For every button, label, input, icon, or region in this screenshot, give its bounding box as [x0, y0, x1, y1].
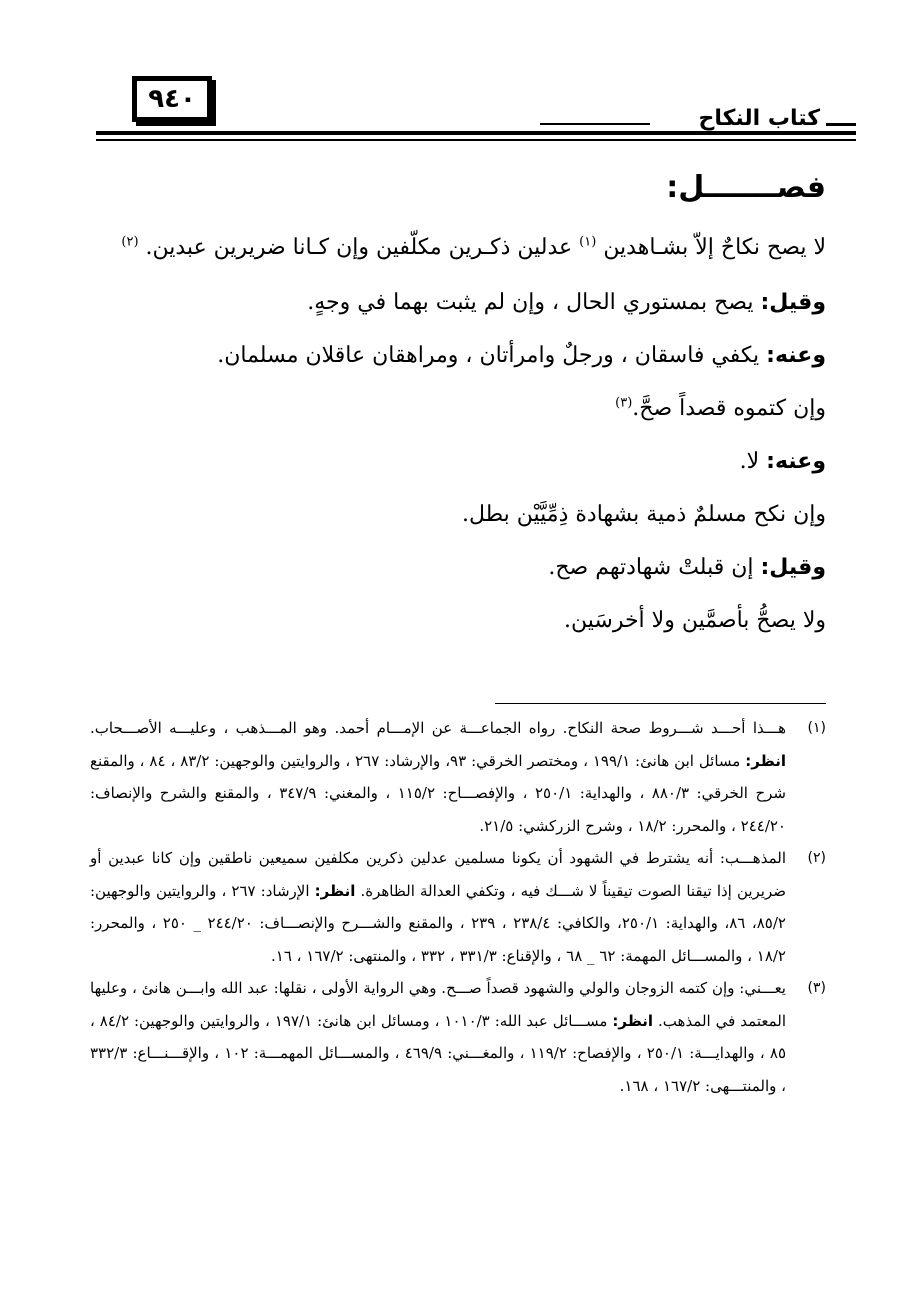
- footnote-1: [90, 712, 826, 842]
- footnote-ref-3[interactable]: (٣): [615, 395, 633, 411]
- footnote-1-marker: (١): [807, 720, 826, 736]
- section-heading: فصـــــــل:: [666, 170, 826, 205]
- paragraph-4-text: وإن كتموه قصداً صحَّ.: [632, 396, 826, 421]
- paragraph-3-text: يكفي فاسقان ، ورجلٌ وامرأتان ، ومراهقان عاقلان مسلمان.: [217, 343, 767, 368]
- footnote-3-text: [90, 972, 786, 1102]
- footnotes: [90, 712, 826, 1102]
- paragraph-2: [88, 276, 826, 329]
- paragraph-1: [88, 220, 826, 276]
- paragraph-8: [88, 594, 826, 647]
- paragraph-7: [88, 541, 826, 594]
- footnote-2-see: انظر:: [314, 881, 356, 900]
- paragraph-3-lead: وعنه:: [766, 343, 826, 368]
- paragraph-5-lead: وعنه:: [766, 449, 826, 474]
- footnote-2: [90, 842, 826, 972]
- header-rule-thick: [96, 131, 856, 135]
- main-text: [88, 160, 826, 647]
- footnote-2-refs: الإرشاد: ٢٦٧ ، والروايتين والوجهين: ٨٥/٢، ٨٦، والهداية: ٢٥٠/١، والكافي: ٢٣٨/٤ ، ٢٣٩ ، والمقنع والشـــرح والإنصـــاف: ٢٤٤/٢٠ _ ٢٥٠ ، والمحرر: ١٨/٢ ، والمســـائل المهمة: ٦٢ _ ٦٨ ، والإقناع: ٣٣١/٣ ، ٣٣٢ ، والمنتهى: ١٦٧/٢ ، ١٦.: [90, 881, 786, 965]
- footnote-3-refs: مســـائل عبد الله: ١٠١٠/٣ ، ومسائل ابن هانئ: ١٩٧/١ ، والروايتين والوجهين: ٨٤/٢ ، ٨٥ ، والهدايـــة: ٢٥٠/١ ، والإفصاح: ١١٩/٢ ، والمغـــني: ٤٦٩/٩ ، والمســـائل المهمـــة: ١٠٢ ، والإقـــنـــاع: ٣٣٢/٣ ، والمنتـــهى: ١٦٧/٢ ، ١٦٨.: [90, 1011, 787, 1095]
- paragraph-6-text: وإن نكح مسلمٌ ذمية بشهادة ذِمِّيَّيْن بطل.: [461, 502, 826, 527]
- page-number: ٩٤٠: [148, 84, 196, 114]
- footnote-3-marker: (٣): [807, 980, 826, 996]
- paragraph-7-text: إن قبلتْ شهادتهم صح.: [548, 555, 761, 580]
- running-title: كتاب النكاح: [698, 106, 820, 131]
- paragraph-8-text: ولا يصحُّ بأصمَّين ولا أخرسَين.: [564, 608, 826, 633]
- header-rule-thin: [96, 139, 856, 141]
- paragraph-1-text: لا يصح نكاحٌ إلاّ بشـاهدين: [603, 235, 826, 260]
- footnote-1-body: هـــذا أحـــد شـــروط صحة النكاح. رواه الجماعـــة عن الإمـــام أحمد. وهو المـــذهب ، وعليـــه الأصـــحاب.: [90, 719, 786, 737]
- footnote-ref-1[interactable]: (١): [579, 234, 597, 250]
- paragraph-6: [88, 488, 826, 541]
- paragraph-5: [88, 435, 826, 488]
- paragraph-4: [88, 382, 826, 435]
- paragraph-7-lead: وقيل:: [760, 555, 826, 580]
- footnote-1-text: [90, 712, 786, 842]
- footnote-3-body: يعـــني: وإن كتمه الزوجان والولي والشهود قصداً صـــح. وهي الرواية الأولى ، نقلها: عبد الله وابـــن هانئ ، وعليها المعتمد في المذهب.: [90, 979, 786, 1030]
- title-underline-left: [540, 123, 650, 125]
- footnote-1-refs: مسائل ابن هانئ: ١٩٩/١ ، ومختصر الخرقي: ٩٣، والإرشاد: ٢٦٧ ، والروايتين والوجهين: ٨٣/٢ ، ٨٤ ، والمقنع شرح الخرقي: ٨٨٠/٣ ، والهداية: ٢٥٠/١ ، والإفصـــاح: ١١٥/٢ ، والمغني: ٣٤٧/٩ ، والمقنع والشرح والإنصاف: ٢٤٤/٢٠ ، والمحرر: ١٨/٢ ، وشرح الزركشي: ٢١/٥.: [90, 751, 786, 835]
- footnote-2-body: المذهـــب: أنه يشترط في الشهود أن يكونا مسلمين عدلين ذكرين مكلفين سميعين ناطقين وإن كانا عبدين أو ضريرين إذا تيقنا الصوت تيقيناً لا شـــك فيه ، وتكفي العدالة الظاهرة.: [90, 849, 786, 900]
- footnote-3: [90, 972, 826, 1102]
- paragraph-5-text: لا.: [739, 449, 767, 474]
- footnote-2-text: [90, 842, 786, 972]
- footnote-3-see: انظر:: [612, 1011, 654, 1030]
- footnote-ref-2[interactable]: (٢): [121, 234, 139, 250]
- paragraph-1-rest: عدلين ذكـرين مكلّفين وإن كـانا ضريرين عبدين.: [145, 235, 573, 260]
- paragraph-2-text: يصح بمستوري الحال ، وإن لم يثبت بهما في وجهٍ.: [307, 290, 761, 315]
- footnote-2-marker: (٢): [807, 850, 826, 866]
- title-dash: [826, 123, 856, 126]
- paragraph-2-lead: وقيل:: [760, 290, 826, 315]
- paragraph-3: [88, 329, 826, 382]
- footnote-separator: [495, 703, 826, 704]
- page-number-box: [132, 76, 212, 122]
- footnote-1-see: انظر:: [745, 751, 786, 770]
